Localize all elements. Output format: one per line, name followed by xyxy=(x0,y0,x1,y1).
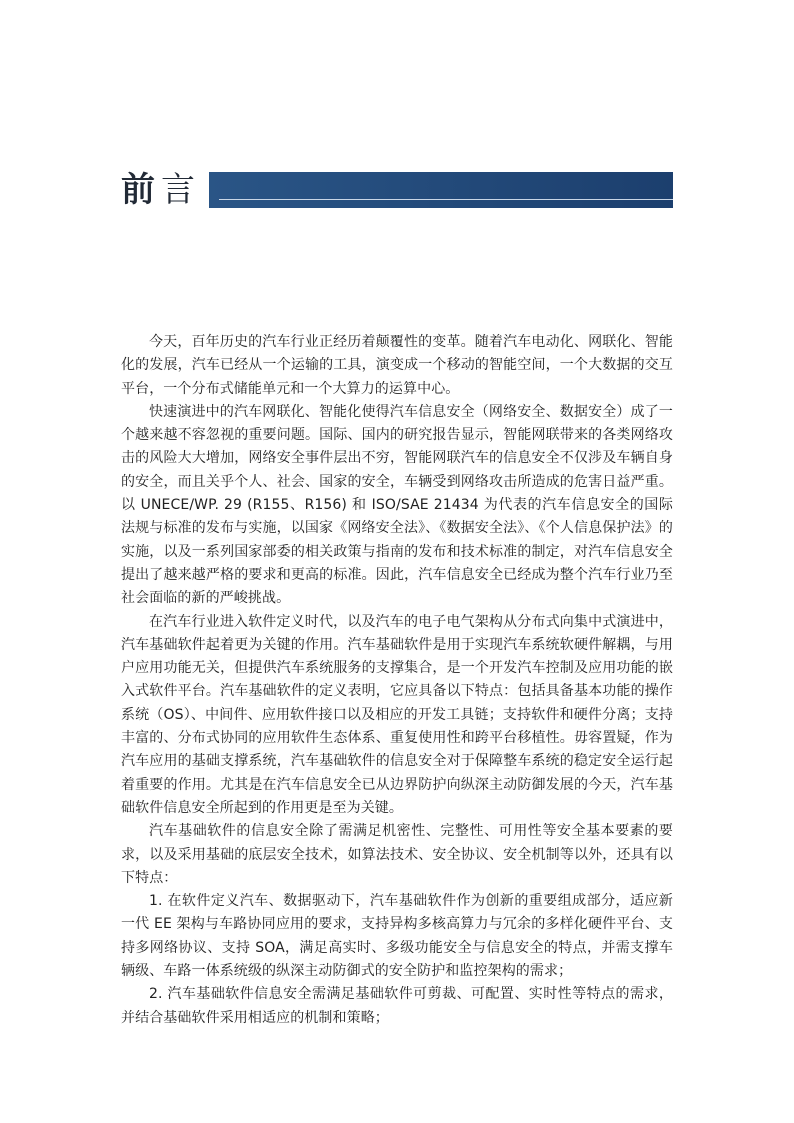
list-item: 1. 在软件定义汽车、数据驱动下，汽车基础软件作为创新的重要组成部分，适应新一代 EE 架构与车路协同应用的要求，支持异构多核高算力与冗余的多样化硬件平台、支持多网络协议、支持 SOA，满足高实时、多级功能安全与信息安全的特点，并需支撑车辆级、车路一体系统级的纵深主动防御式的安全防护和监控架构的需求； xyxy=(121,893,673,980)
paragraph: 今天，百年历史的汽车行业正经历着颠覆性的变革。随着汽车电动化、网联化、智能化的发展，汽车已经从一个运输的工具，演变成一个移动的智能空间，一个大数据的交互平台，一个分布式储能单元和一个大算力的运算中心。 xyxy=(121,334,673,397)
paragraph: 快速演进中的汽车网联化、智能化使得汽车信息安全（网络安全、数据安全）成了一个越来越不容忽视的重要问题。国际、国内的研究报告显示，智能网联带来的各类网络攻击的风险大大增加，网络安全事件层出不穷，智能网联汽车的信息安全不仅涉及车辆自身的安全，而且关乎个人、社会、国家的安全，车辆受到网络攻击所造成的危害日益严重。 以 UNECE/WP. 29 (R155、R156) 和 ISO/SAE 21434 为代表的汽车信息安全的国际法规与标准的发布与实施，以国家《网络安全法》、《数据安全法》、《个人信息保护法》的实施，以及一系列国家部委的相关政策与指南的发布和技术标准的制定，对汽车信息安全提出了越来越严格的要求和更高的标准。因此，汽车信息安全已经成为整个汽车行业乃至社会面临的新的严峻挑战。 xyxy=(121,403,673,607)
heading-char-2: 言 xyxy=(161,170,195,210)
heading-decoration-bar xyxy=(209,172,673,208)
paragraph: 在汽车行业进入软件定义时代，以及汽车的电子电气架构从分布式向集中式演进中，汽车基础软件起着更为关键的作用。汽车基础软件是用于实现汽车系统软硬件解耦，与用户应用功能无关，但提供汽车系统服务的支撑集合，是一个开发汽车控制及应用功能的嵌入式软件平台。汽车基础软件的定义表明，它应具备以下特点：包括具备基本功能的操作系统（OS）、中间件、应用软件接口以及相应的开发工具链；支持软件和硬件分离；支持丰富的、分布式协同的应用软件生态体系、重复使用性和跨平台移植性。毋容置疑，作为汽车应用的基础支撑系统，汽车基础软件的信息安全对于保障整车系统的稳定安全运行起着重要的作用。尤其是在汽车信息安全已从边界防护向纵深主动防御发展的今天，汽车基础软件信息安全所起到的作用更是至为关键。 xyxy=(121,613,673,816)
section-heading xyxy=(121,168,673,212)
list-item: 2. 汽车基础软件信息安全需满足基础软件可剪裁、可配置、实时性等特点的需求，并结合基础软件采用相适应的机制和策略； xyxy=(121,986,673,1026)
heading-title xyxy=(121,168,195,212)
paragraph: 汽车基础软件的信息安全除了需满足机密性、完整性、可用性等安全基本要素的要求，以及采用基础的底层安全技术，如算法技术、安全协议、安全机制等以外，还具有以下特点： xyxy=(121,823,673,886)
heading-char-1: 前 xyxy=(121,170,155,210)
body-text xyxy=(121,331,673,1030)
